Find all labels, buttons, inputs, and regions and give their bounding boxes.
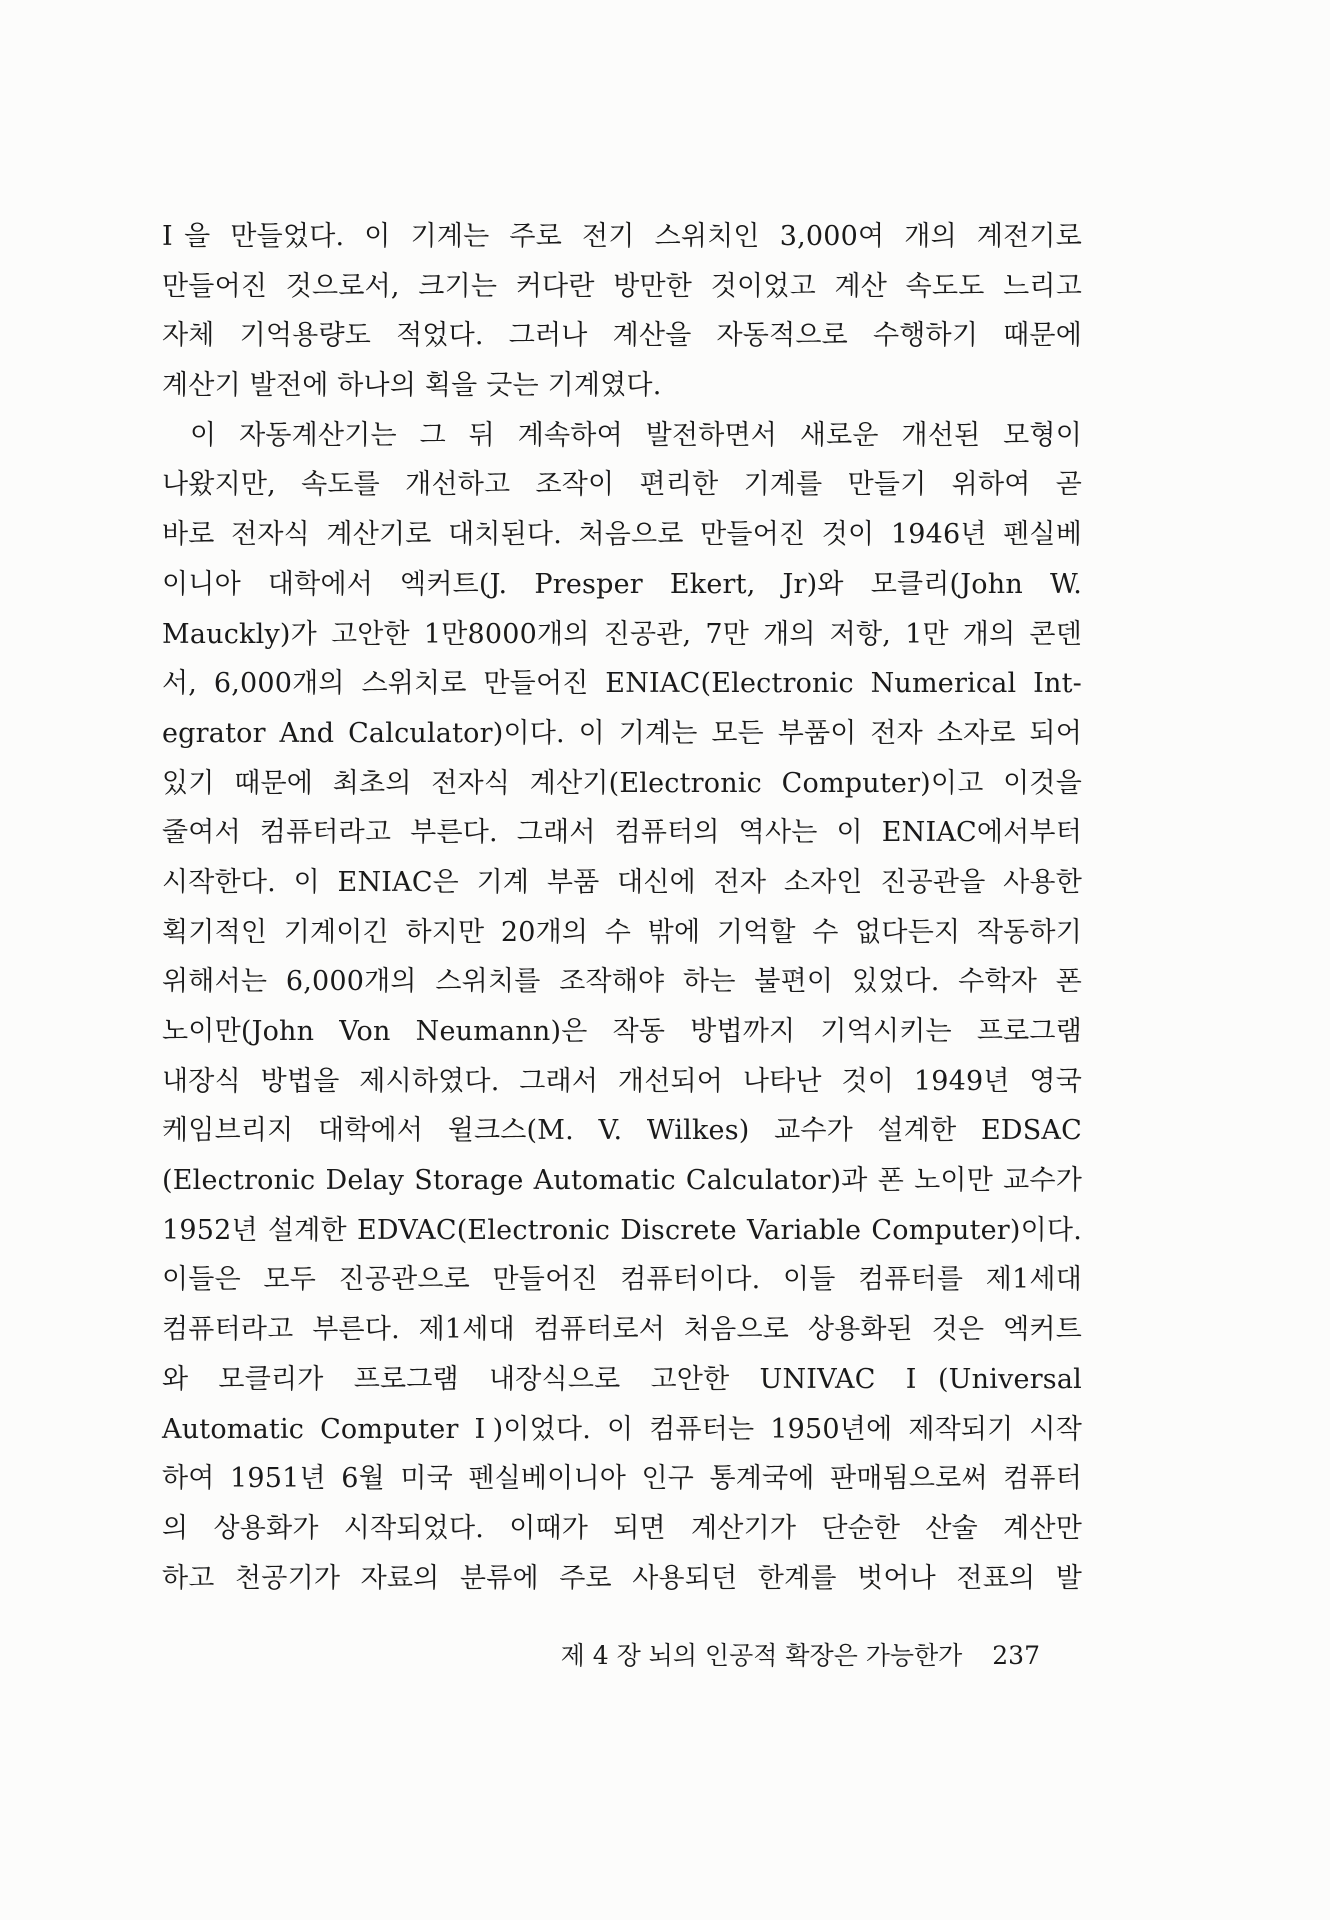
text-line: 만들어진 것으로서, 크기는 커다란 방만한 것이었고 계산 속도도 느리고 bbox=[162, 270, 1082, 302]
text-line: 시작한다. 이 ENIAC은 기계 부품 대신에 전자 소자인 진공관을 사용한 bbox=[162, 866, 1082, 898]
text-line: 와 모클리가 프로그램 내장식으로 고안한 UNIVAC Ⅰ(Universal bbox=[162, 1363, 1082, 1395]
text-line: Ⅰ을 만들었다. 이 기계는 주로 전기 스위치인 3,000여 개의 계전기로 bbox=[162, 221, 1082, 252]
text-line: 1952년 설계한 EDVAC(Electronic Discrete Variable Computer)이다. bbox=[162, 1214, 1082, 1246]
text-line: 이 자동계산기는 그 뒤 계속하여 발전하면서 새로운 개선된 모형이 bbox=[190, 419, 1082, 451]
text-line: Mauckly)가 고안한 1만8000개의 진공관, 7만 개의 저항, 1만 개의 콘덴 bbox=[162, 618, 1082, 650]
page-footer bbox=[520, 1636, 1040, 1676]
text-line: 의 상용화가 시작되었다. 이때가 되면 계산기가 단순한 산술 계산만 bbox=[162, 1512, 1082, 1544]
text-line: 있기 때문에 최초의 전자식 계산기(Electronic Computer)이고 이것을 bbox=[162, 767, 1082, 799]
text-line: 계산기 발전에 하나의 획을 긋는 기계였다. bbox=[162, 370, 662, 402]
text-line: 이들은 모두 진공관으로 만들어진 컴퓨터이다. 이들 컴퓨터를 제1세대 bbox=[162, 1264, 1082, 1296]
page-number: 237 bbox=[992, 1641, 1040, 1670]
text-line: 바로 전자식 계산기로 대치된다. 처음으로 만들어진 것이 1946년 펜실베 bbox=[162, 519, 1082, 551]
text-line: 위해서는 6,000개의 스위치를 조작해야 하는 불편이 있었다. 수학자 폰 bbox=[162, 966, 1082, 998]
text-line: 자체 기억용량도 적었다. 그러나 계산을 자동적으로 수행하기 때문에 bbox=[162, 320, 1082, 352]
text-line: 나왔지만, 속도를 개선하고 조작이 편리한 기계를 만들기 위하여 곧 bbox=[162, 469, 1082, 501]
text-line: egrator And Calculator)이다. 이 기계는 모든 부품이 전자 소자로 되어 bbox=[162, 717, 1082, 749]
text-line: 케임브리지 대학에서 윌크스(M. V. Wilkes) 교수가 설계한 EDSAC bbox=[162, 1115, 1082, 1147]
text-line: 이니아 대학에서 엑커트(J. Presper Ekert, Jr)와 모클리(John W. bbox=[162, 568, 1082, 600]
text-line: 획기적인 기계이긴 하지만 20개의 수 밖에 기억할 수 없다든지 작동하기 bbox=[162, 916, 1082, 948]
text-line: 하고 천공기가 자료의 분류에 주로 사용되던 한계를 벗어나 전표의 발 bbox=[162, 1562, 1082, 1594]
text-line: 내장식 방법을 제시하였다. 그래서 개선되어 나타난 것이 1949년 영국 bbox=[162, 1065, 1082, 1097]
text-line: 노이만(John Von Neumann)은 작동 방법까지 기억시키는 프로그램 bbox=[162, 1016, 1082, 1047]
text-line: Automatic Computer Ⅰ)이었다. 이 컴퓨터는 1950년에 제작되기 시작 bbox=[162, 1413, 1082, 1445]
body-text bbox=[162, 212, 1082, 1603]
text-line: 줄여서 컴퓨터라고 부른다. 그래서 컴퓨터의 역사는 이 ENIAC에서부터 bbox=[162, 817, 1082, 849]
chapter-title: 제 4 장 뇌의 인공적 확장은 가능한가 bbox=[560, 1641, 963, 1670]
text-line: 서, 6,000개의 스위치로 만들어진 ENIAC(Electronic Numerical Int- bbox=[162, 668, 1082, 700]
text-line: 컴퓨터라고 부른다. 제1세대 컴퓨터로서 처음으로 상용화된 것은 엑커트 bbox=[162, 1314, 1082, 1346]
text-line: (Electronic Delay Storage Automatic Calculator)과 폰 노이만 교수가 bbox=[162, 1165, 1082, 1197]
text-line: 하여 1951년 6월 미국 펜실베이니아 인구 통계국에 판매됨으로써 컴퓨터 bbox=[162, 1463, 1082, 1495]
